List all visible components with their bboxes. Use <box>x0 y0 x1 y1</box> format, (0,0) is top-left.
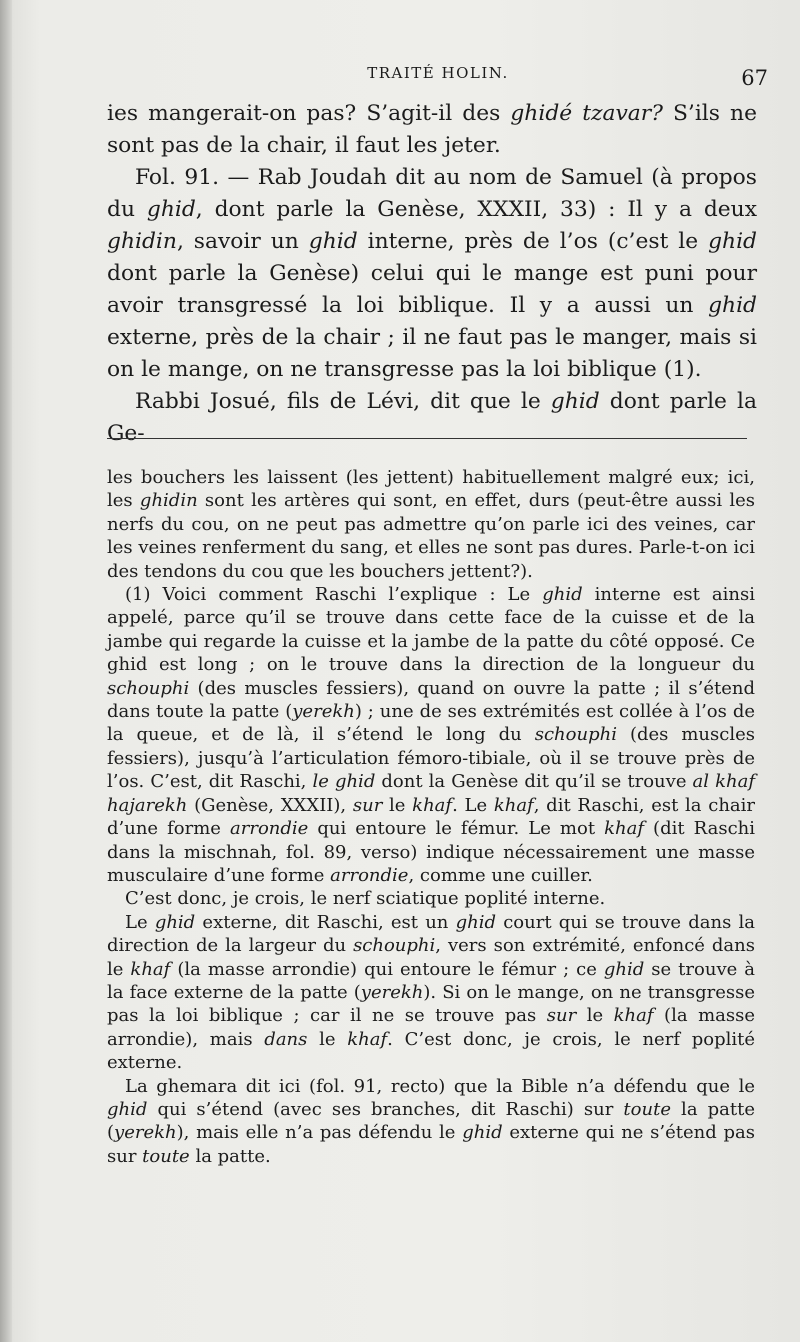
main-text <box>107 98 757 450</box>
footnote-paragraph: C’est donc, je crois, le nerf sciatique poplité interne. <box>125 888 606 910</box>
footnote-continuation: les bouchers les laissent (les jettent) habituellement malgré eux; ici, les ghidin sont les artères qui sont, en effet, durs (peut-être aussi les nerfs du cou, on ne peut pas admettre qu’on parle ici des veines, car les veines renferment du sang, et elles ne sont pas dures. Parle-t-on ici des tendons du cou que les bouchers jettent?). <box>107 467 755 582</box>
running-title: TRAITÉ HOLIN. <box>367 64 509 82</box>
footnote-1: (1) Voici comment Raschi l’explique : Le ghid interne est ainsi appelé, parce qu’il se trouve dans cette face de la cuisse et de la jambe qui regarde la cuisse et la jambe de la patte du côté opposé. Ce ghid est long ; on le trouve dans la direction de la longueur du schouphi (des muscles fessiers), quand on ouvre la patte ; il s’étend dans toute la patte (yerekh) ; une de ses extrémités est collée à l’os de la queue, et de là, il s’étend le long du schouphi (des muscles fessiers), jusqu’à l’articulation fémoro-tibiale, où il se trouve près de l’os. C’est, dit Raschi, le ghid dont la Genèse dit qu’il se trouve al khaf hajarekh (Genèse, XXXII), sur le khaf. Le khaf, dit Raschi, est la chair d’une forme arrondie qui entoure le fémur. Le mot khaf (dit Raschi dans la mischnah, fol. 89, verso) indique nécessairement une masse musculaire d’une forme arrondie, comme une cuiller. <box>107 584 756 886</box>
footnote-paragraph: Le ghid externe, dit Raschi, est un ghid court qui se trouve dans la direction de la largeur du schouphi, vers son extrémité, enfoncé dans le khaf (la masse arrondie) qui entoure le fémur ; ce ghid se trouve à la face externe de la patte (yerekh). Si on le mange, on ne transgresse pas la loi biblique ; car il ne se trouve pas sur le khaf (la masse arrondie), mais dans le khaf. C’est donc, je crois, le nerf poplité externe. <box>107 911 756 1074</box>
footnote-separator <box>107 438 747 439</box>
running-head <box>108 58 768 98</box>
footnote-paragraph: La ghemara dit ici (fol. 91, recto) que la Bible n’a défendu que le ghid qui s’étend (avec ses branches, dit Raschi) sur toute la patte (yerekh), mais elle n’a pas défendu le ghid externe qui ne s’étend pas sur toute la patte. <box>107 1075 755 1167</box>
main-paragraph: ies mangerait-on pas? S’agit-il des ghidé tzavar? S’ils ne sont pas de la chair, il faut les jeter. <box>107 101 757 158</box>
main-paragraph: Fol. 91. — Rab Joudah dit au nom de Samuel (à propos du ghid, dont parle la Genèse, XXXII, 33) : Il y a deux ghidin, savoir un ghid interne, près de l’os (c’est le ghid dont parle la Genèse) celui qui le mange est puni pour avoir transgressé la loi biblique. Il y a aussi un ghid externe, près de la chair ; il ne faut pas le manger, mais si on le mange, on ne transgresse pas la loi biblique (1). <box>107 165 758 382</box>
page-number: 67 <box>741 66 768 90</box>
page-edge-shadow <box>0 0 12 1342</box>
main-paragraph: Rabbi Josué, fils de Lévi, dit que le ghid dont parle la Ge- <box>107 389 757 446</box>
footnotes <box>107 466 755 1168</box>
